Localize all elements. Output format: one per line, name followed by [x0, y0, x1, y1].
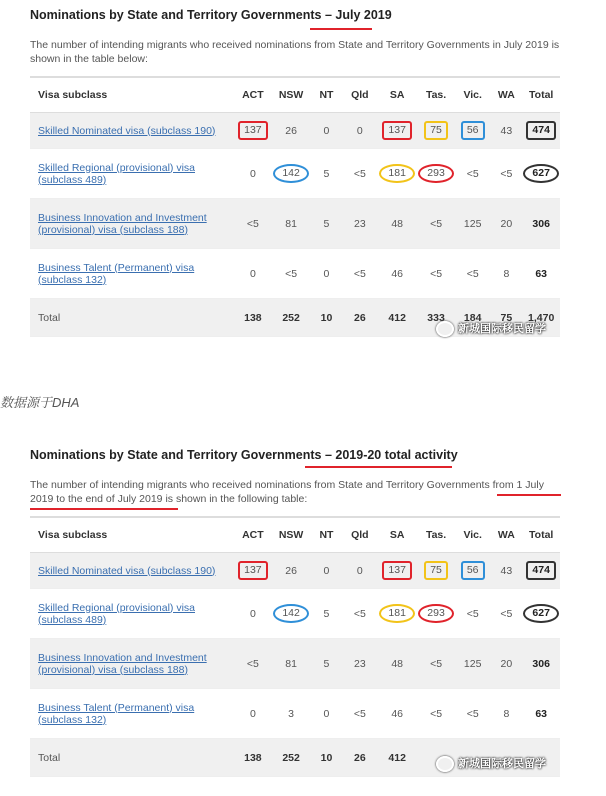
header-row [30, 77, 560, 113]
table-row [30, 249, 560, 299]
visa-link[interactable]: Skilled Regional (provisional) visa (subclass 489) [38, 161, 195, 186]
value-cell [377, 553, 417, 589]
table-row [30, 199, 560, 249]
value-cell: 412 [377, 299, 417, 337]
total-cell: 306 [522, 199, 560, 249]
value-cell: <5 [272, 249, 311, 299]
value-cell: 0 [234, 589, 272, 639]
table-row [30, 589, 560, 639]
value-cell: 0 [311, 113, 343, 149]
total-cell [522, 589, 560, 639]
value-cell [377, 149, 417, 199]
visa-link[interactable]: Business Innovation and Investment (provisional) visa (subclass 188) [38, 651, 207, 676]
value-cell: 20 [490, 639, 522, 689]
value-cell: 75 [490, 299, 522, 337]
table-row [30, 639, 560, 689]
col-header: SA [377, 77, 417, 113]
value-cell: 81 [272, 639, 311, 689]
value-cell: 43 [490, 553, 522, 589]
value-cell: 3 [272, 689, 311, 739]
visa-cell: Total [30, 299, 234, 337]
value-cell: 0 [311, 249, 343, 299]
highlight-mark: 181 [379, 604, 415, 623]
value-cell [234, 113, 272, 149]
value-cell: 0 [311, 689, 343, 739]
col-header: WA [490, 77, 522, 113]
value-cell [377, 113, 417, 149]
visa-cell [30, 249, 234, 299]
total-cell: 1,470 [522, 299, 560, 337]
col-header: NT [311, 517, 343, 553]
visa-cell: Total [30, 739, 234, 777]
source-note: 数据源于DHA [0, 395, 80, 410]
nominations-table-2 [30, 516, 560, 777]
highlight-mark: 627 [523, 164, 559, 183]
value-cell [417, 553, 455, 589]
value-cell: 0 [342, 553, 377, 589]
highlight-mark: 56 [461, 561, 485, 580]
value-cell: 10 [311, 299, 343, 337]
highlight-mark: 474 [526, 121, 556, 140]
visa-cell [30, 589, 234, 639]
value-cell: 5 [311, 639, 343, 689]
value-cell: 333 [417, 299, 455, 337]
section-title-1: Nominations by State and Territory Governments – July 2019 [30, 8, 392, 22]
col-header-visa: Visa subclass [30, 77, 234, 113]
value-cell: <5 [455, 589, 490, 639]
value-cell: <5 [342, 589, 377, 639]
highlight-mark: 75 [424, 121, 448, 140]
highlight-mark: 137 [238, 121, 268, 140]
wechat-icon [436, 321, 454, 337]
value-cell: <5 [417, 249, 455, 299]
table-section-2 [30, 448, 565, 777]
table-row [30, 149, 560, 199]
col-header: Tas. [417, 77, 455, 113]
value-cell: 252 [272, 739, 311, 777]
value-cell: 23 [342, 199, 377, 249]
highlight-mark: 181 [379, 164, 415, 183]
total-cell: 63 [522, 249, 560, 299]
value-cell: <5 [342, 249, 377, 299]
value-cell: <5 [417, 199, 455, 249]
total-cell [522, 149, 560, 199]
nominations-table-1 [30, 76, 560, 337]
value-cell: <5 [342, 149, 377, 199]
value-cell: <5 [455, 249, 490, 299]
value-cell: 5 [311, 589, 343, 639]
value-cell [455, 113, 490, 149]
value-cell: 0 [234, 249, 272, 299]
value-cell [417, 113, 455, 149]
table-row [30, 689, 560, 739]
value-cell: 5 [311, 149, 343, 199]
desc-underline-a [497, 494, 561, 496]
value-cell: 8 [490, 689, 522, 739]
col-header: NSW [272, 77, 311, 113]
highlight-mark: 137 [382, 121, 412, 140]
value-cell: 0 [234, 149, 272, 199]
total-cell: 63 [522, 689, 560, 739]
col-header: ACT [234, 77, 272, 113]
value-cell: 5 [311, 199, 343, 249]
visa-link[interactable]: Business Talent (Permanent) visa (subclass 132) [38, 701, 195, 726]
col-header: NT [311, 77, 343, 113]
table-row [30, 553, 560, 589]
value-cell: 0 [311, 553, 343, 589]
col-header: WA [490, 517, 522, 553]
highlight-mark: 627 [523, 604, 559, 623]
value-cell: 26 [272, 553, 311, 589]
visa-link[interactable]: Skilled Nominated visa (subclass 190) [38, 564, 216, 577]
col-header: Vic. [455, 517, 490, 553]
value-cell: 48 [377, 639, 417, 689]
highlight-mark: 142 [273, 604, 309, 623]
visa-link[interactable]: Skilled Nominated visa (subclass 190) [38, 124, 216, 137]
col-header: Total [522, 517, 560, 553]
value-cell: 46 [377, 689, 417, 739]
header-row [30, 517, 560, 553]
value-cell: 10 [311, 739, 343, 777]
col-header-visa: Visa subclass [30, 517, 234, 553]
value-cell [417, 149, 455, 199]
highlight-mark: 142 [273, 164, 309, 183]
title-underline-2 [305, 466, 452, 468]
value-cell [272, 589, 311, 639]
col-header: Qld [342, 517, 377, 553]
visa-cell [30, 689, 234, 739]
value-cell: 46 [377, 249, 417, 299]
col-header: Vic. [455, 77, 490, 113]
value-cell [377, 589, 417, 639]
value-cell: 20 [490, 199, 522, 249]
wechat-icon [436, 756, 454, 772]
watermark-1: 新城国际移民留学 [436, 320, 546, 337]
value-cell [272, 149, 311, 199]
value-cell: 125 [455, 199, 490, 249]
highlight-mark: 474 [526, 561, 556, 580]
highlight-mark: 56 [461, 121, 485, 140]
section-title-2: Nominations by State and Territory Governments – 2019-20 total activity [30, 448, 458, 462]
value-cell: 43 [490, 113, 522, 149]
visa-cell [30, 113, 234, 149]
value-cell: 125 [455, 639, 490, 689]
value-cell: <5 [417, 639, 455, 689]
value-cell: 8 [490, 249, 522, 299]
value-cell: <5 [342, 689, 377, 739]
visa-link[interactable]: Business Talent (Permanent) visa (subclass 132) [38, 261, 195, 286]
value-cell: <5 [417, 689, 455, 739]
table-section-1 [30, 8, 565, 337]
col-header: NSW [272, 517, 311, 553]
value-cell: <5 [490, 589, 522, 639]
col-header: ACT [234, 517, 272, 553]
total-cell [522, 113, 560, 149]
col-header: Total [522, 77, 560, 113]
value-cell: <5 [234, 199, 272, 249]
visa-link[interactable]: Skilled Regional (provisional) visa (subclass 489) [38, 601, 195, 626]
value-cell [455, 553, 490, 589]
value-cell: <5 [234, 639, 272, 689]
section-desc-1: The number of intending migrants who received nominations from State and Territory Governments in July 2019 is shown in the table below: [30, 39, 560, 65]
section-desc-2: The number of intending migrants who received nominations from State and Territory Governments from 1 July 2019 to the end of July 2019 is shown in the following table: [30, 479, 544, 505]
value-cell: 138 [234, 739, 272, 777]
value-cell: 138 [234, 299, 272, 337]
value-cell: <5 [455, 689, 490, 739]
value-cell: 252 [272, 299, 311, 337]
value-cell: 26 [342, 739, 377, 777]
value-cell: 23 [342, 639, 377, 689]
visa-cell [30, 149, 234, 199]
value-cell: 0 [234, 689, 272, 739]
total-cell: 306 [522, 639, 560, 689]
col-header: Qld [342, 77, 377, 113]
value-cell: 0 [342, 113, 377, 149]
highlight-mark: 137 [238, 561, 268, 580]
value-cell: <5 [455, 149, 490, 199]
watermark-2: 新城国际移民留学 [436, 755, 546, 772]
value-cell: 26 [342, 299, 377, 337]
highlight-mark: 293 [418, 164, 454, 183]
value-cell: 412 [377, 739, 417, 777]
highlight-mark: 137 [382, 561, 412, 580]
highlight-mark: 293 [418, 604, 454, 623]
col-header: SA [377, 517, 417, 553]
highlight-mark: 75 [424, 561, 448, 580]
visa-cell [30, 199, 234, 249]
visa-cell [30, 553, 234, 589]
title-underline-1 [310, 28, 372, 30]
total-cell [522, 553, 560, 589]
value-cell: 26 [272, 113, 311, 149]
col-header: Tas. [417, 517, 455, 553]
value-cell: 184 [455, 299, 490, 337]
desc-underline-b [30, 508, 178, 510]
value-cell [234, 553, 272, 589]
value-cell: 48 [377, 199, 417, 249]
value-cell: 81 [272, 199, 311, 249]
visa-cell [30, 639, 234, 689]
value-cell: <5 [490, 149, 522, 199]
visa-link[interactable]: Business Innovation and Investment (provisional) visa (subclass 188) [38, 211, 207, 236]
value-cell [417, 589, 455, 639]
table-row [30, 113, 560, 149]
